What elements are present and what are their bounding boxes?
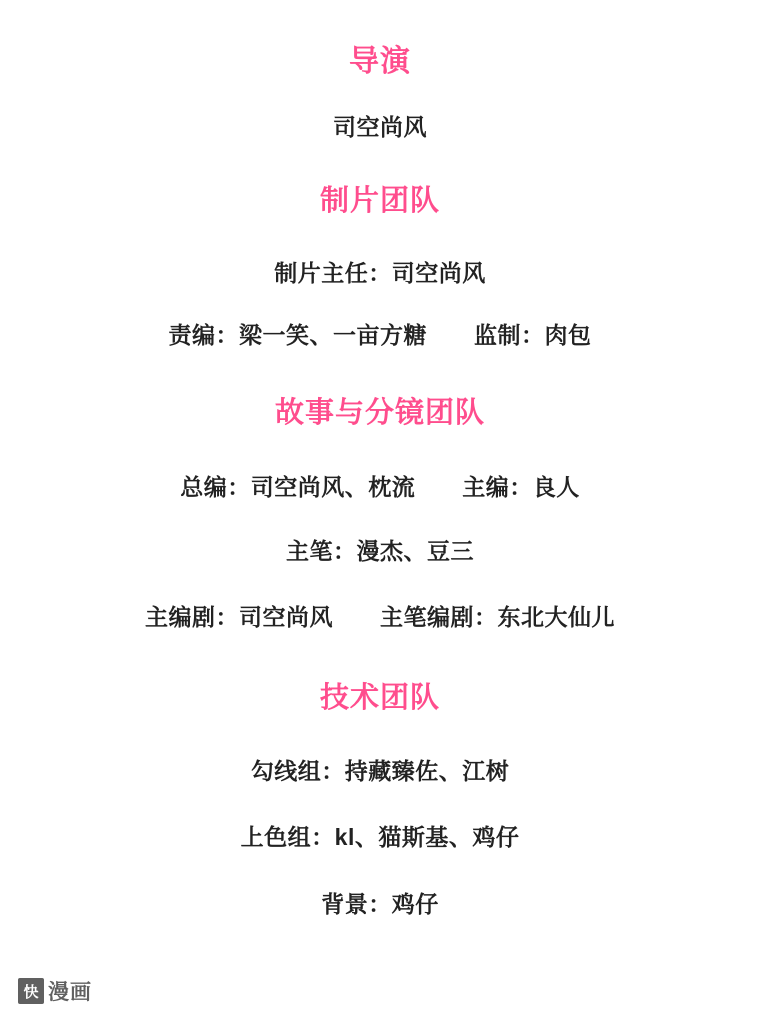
credit-line: 背景：鸡仔 [321, 890, 439, 917]
credit-line: 主笔：漫杰、豆三 [286, 538, 474, 565]
credits-section-story [40, 395, 720, 633]
watermark-badge-icon: 快 [18, 978, 44, 1004]
credit-line: 上色组：kl、猫斯基、鸡仔 [240, 824, 520, 851]
credit-line: 主编剧：司空尚风 主笔编剧：东北大仙儿 [145, 604, 615, 631]
credit-line: 司空尚风 [333, 114, 427, 140]
credits-section-technical [40, 680, 720, 920]
credit-line: 勾线组：持藏臻佐、江树 [250, 758, 510, 785]
credits-section-director [40, 42, 720, 143]
section-title-technical: 技术团队 [319, 681, 440, 714]
credit-line: 总编：司空尚风、枕流 主编：良人 [180, 473, 580, 500]
section-title-director: 导演 [349, 45, 411, 78]
section-title-production: 制片团队 [319, 185, 440, 218]
credit-line: 责编：梁一笑、一亩方糖 监制：肉包 [168, 322, 592, 349]
credits-section-production [40, 183, 720, 351]
watermark-label: 漫画 [48, 981, 92, 1004]
watermark [18, 976, 92, 1006]
credit-line: 制片主任：司空尚风 [274, 259, 486, 286]
section-title-story: 故事与分镜团队 [274, 397, 485, 430]
